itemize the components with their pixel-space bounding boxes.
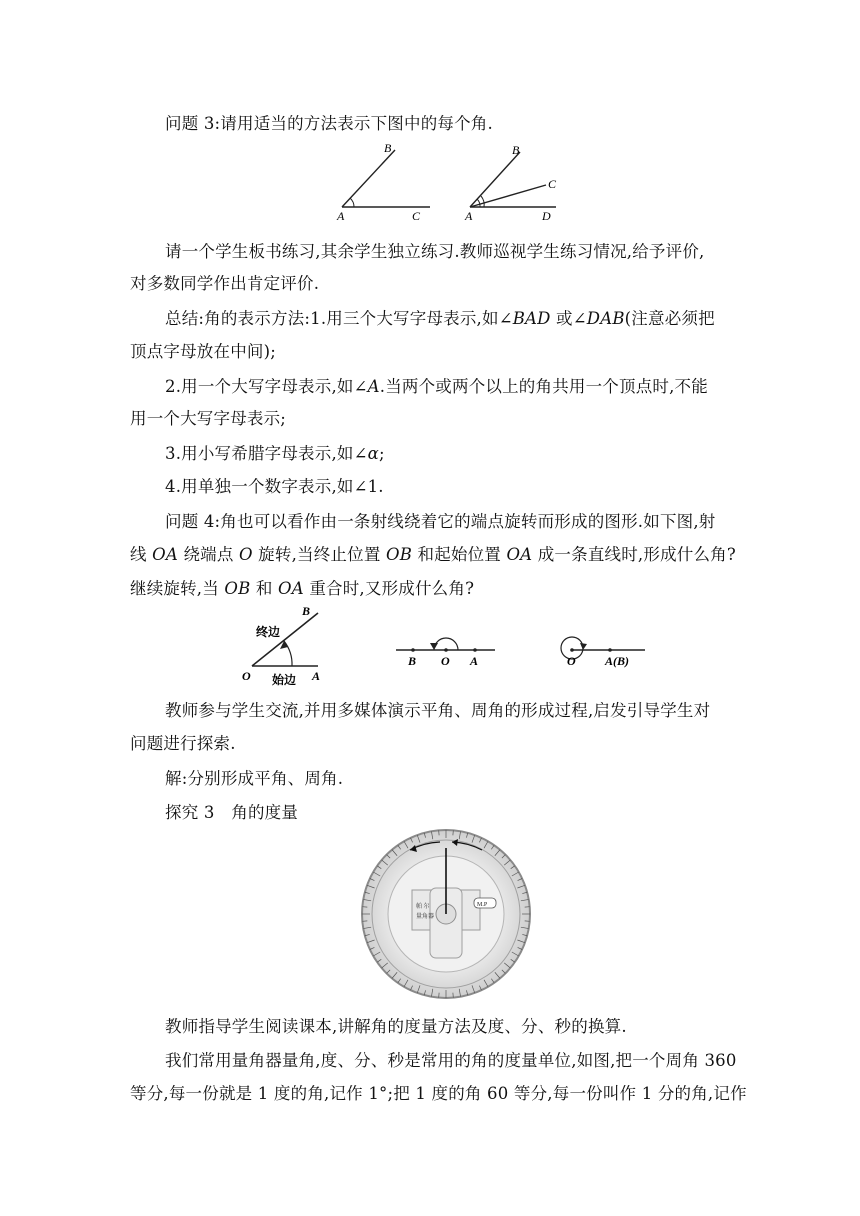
paragraph-1-line-1: 请一个学生板书练习,其余学生独立练习.教师巡视学生练习情况,给予评价,: [165, 242, 705, 261]
summary-line-2: 顶点字母放在中间);: [130, 342, 276, 361]
label-a: A: [337, 209, 345, 223]
question-4-line-1: 问题 4:角也可以看作由一条射线绕着它的端点旋转而形成的图形.如下图,射: [165, 512, 716, 531]
label-o: O: [567, 654, 576, 668]
angle-bad-diagram: [464, 143, 557, 223]
angle-figure-1: [320, 140, 570, 225]
protractor-name-label: 量角器: [416, 914, 435, 920]
paragraph-4-line-2: 等分,每一份就是 1 度的角,记作 1°;把 1 度的角 60 等分,每一份叫作 1 分的角,记作: [130, 1084, 747, 1103]
answer-text: 解:分别形成平角、周角.: [165, 769, 344, 788]
label-b: B: [384, 141, 392, 155]
label-b: B: [302, 604, 311, 618]
terminal-side-label: 终边: [256, 625, 281, 639]
label-c: C: [548, 177, 557, 191]
straight-angle-diagram: [396, 638, 495, 668]
summary-line-1: 总结:角的表示方法:1.用三个大写字母表示,如∠BAD 或∠DAB(注意必须把: [165, 309, 715, 328]
question-3: 问题 3:请用适当的方法表示下图中的每个角.: [165, 114, 493, 133]
initial-side-label: 始边: [272, 673, 297, 687]
label-a: A: [312, 669, 321, 683]
rotating-ray-diagram: [242, 604, 320, 687]
method-3: 3.用小写希腊字母表示,如∠α;: [165, 444, 385, 463]
angle-bac-diagram: [336, 141, 430, 223]
label-a: A: [465, 209, 473, 223]
method-2-line-2: 用一个大写字母表示;: [130, 409, 287, 428]
label-c: C: [412, 209, 421, 223]
protractor-badge: M.P: [477, 902, 488, 908]
label-a-b: A(B): [605, 654, 629, 668]
paragraph-4-line-1: 我们常用量角器量角,度、分、秒是常用的角的度量单位,如图,把一个周角 360: [165, 1051, 737, 1070]
label-b: B: [512, 143, 520, 157]
explore-3-heading: 探究 3 角的度量: [165, 803, 299, 822]
label-b: B: [408, 654, 417, 668]
method-4: 4.用单独一个数字表示,如∠1.: [165, 477, 384, 496]
label-d: D: [542, 209, 551, 223]
protractor-brand-label: 帕 尔: [416, 904, 430, 910]
label-o: O: [441, 654, 450, 668]
question-4-line-3: 继续旋转,当 OB 和 OA 重合时,又形成什么角?: [130, 579, 475, 598]
full-angle-diagram: [561, 637, 645, 668]
protractor-image: [360, 828, 532, 1000]
label-a: A: [470, 654, 479, 668]
method-2-line-1: 2.用一个大写字母表示,如∠A.当两个或两个以上的角共用一个顶点时,不能: [165, 377, 708, 396]
paragraph-2-line-1: 教师参与学生交流,并用多媒体演示平角、周角的形成过程,启发引导学生对: [165, 701, 711, 720]
paragraph-3: 教师指导学生阅读课本,讲解角的度量方法及度、分、秒的换算.: [165, 1017, 627, 1036]
paragraph-2-line-2: 问题进行探索.: [130, 734, 236, 753]
label-o: O: [242, 669, 251, 683]
paragraph-1-line-2: 对多数同学作出肯定评价.: [130, 274, 320, 293]
question-4-line-2: 线 OA 绕端点 O 旋转,当终止位置 OB 和起始位置 OA 成一条直线时,形成什么角?: [130, 545, 736, 564]
rotation-figure: [230, 598, 670, 690]
